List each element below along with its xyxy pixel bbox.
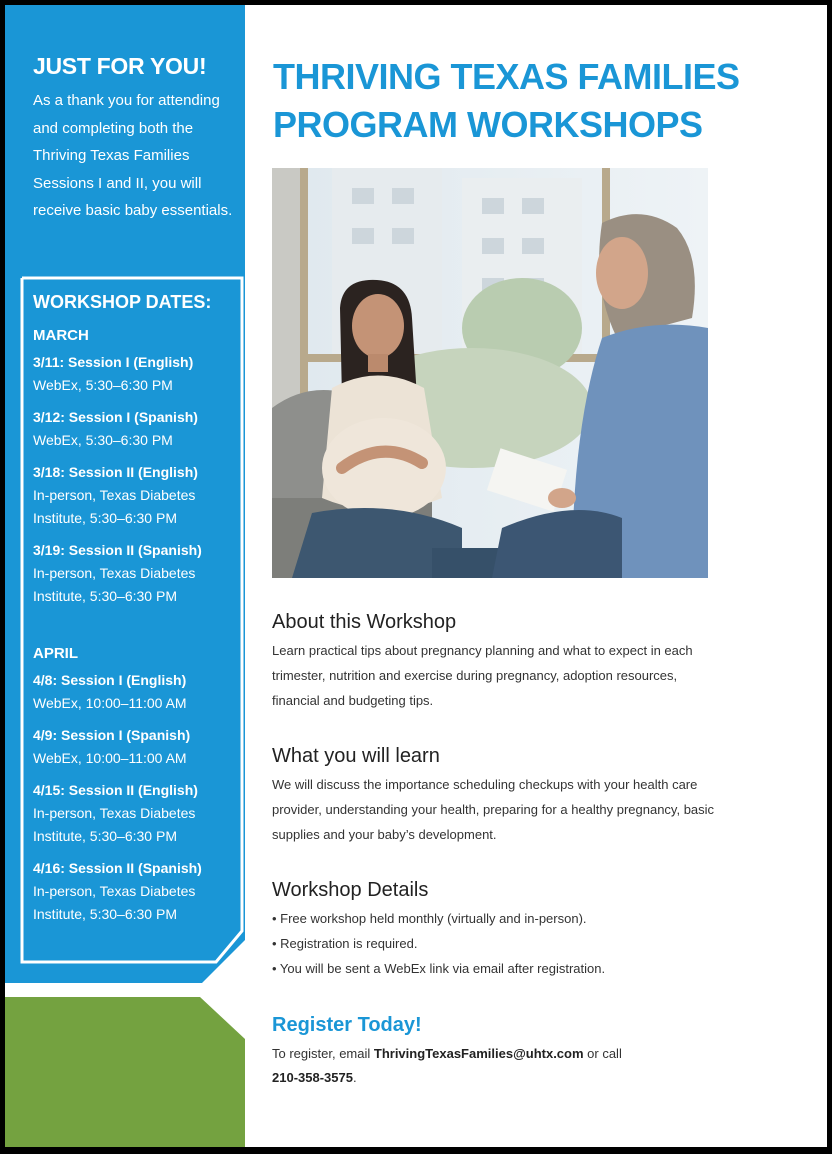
session-detail: In-person, Texas Diabetes Institute, 5:30–6:30 PM	[33, 487, 196, 526]
session-detail: WebEx, 10:00–11:00 AM	[33, 750, 187, 766]
session-detail: In-person, Texas Diabetes Institute, 5:30–6:30 PM	[33, 883, 196, 922]
session-title: 3/19: Session II (Spanish)	[33, 542, 202, 558]
page-title	[273, 53, 740, 149]
session-item	[33, 351, 229, 397]
register-text	[272, 1042, 692, 1090]
register-suffix: .	[352, 1070, 357, 1085]
about-text: Learn practical tips about pregnancy planning and what to expect in each trimester, nutrition and exercise during pregnancy, adoption resources, financial and budgeting tips.	[272, 643, 693, 708]
month-label: APRIL	[33, 645, 78, 662]
about-title: About this Workshop	[272, 611, 457, 633]
register-prefix: To register, email	[272, 1046, 374, 1061]
details-bullet: • Registration is required.	[272, 936, 418, 951]
page-title-line2: PROGRAM WORKSHOPS	[273, 104, 703, 145]
learn-title: What you will learn	[272, 745, 440, 767]
session-title: 4/15: Session II (English)	[33, 782, 198, 798]
session-item	[33, 857, 229, 926]
details-title: Workshop Details	[272, 879, 429, 901]
register-email-link[interactable]: ThrivingTexasFamilies@uhtx.com	[373, 1046, 584, 1061]
session-title: 4/16: Session II (Spanish)	[33, 860, 202, 876]
month-label: MARCH	[33, 327, 89, 344]
session-title: 3/12: Session I (Spanish)	[33, 409, 198, 425]
session-item	[33, 406, 229, 452]
session-title: 3/11: Session I (English)	[33, 354, 194, 370]
register-title: Register Today!	[272, 1014, 422, 1036]
session-detail: WebEx, 5:30–6:30 PM	[33, 432, 173, 448]
register-middle: or call	[583, 1046, 622, 1061]
flyer-page	[5, 5, 827, 1147]
session-title: 3/18: Session II (English)	[33, 464, 198, 480]
session-title: 4/9: Session I (Spanish)	[33, 727, 191, 743]
consultation-illustration	[272, 168, 708, 578]
session-item	[33, 461, 229, 530]
session-item	[33, 779, 229, 848]
session-item	[33, 539, 229, 608]
just-for-you-title: JUST FOR YOU!	[33, 53, 207, 79]
page-title-line1: THRIVING TEXAS FAMILIES	[273, 56, 740, 97]
details-bullet: • Free workshop held monthly (virtually and in-person).	[272, 911, 587, 926]
session-title: 4/8: Session I (English)	[33, 672, 187, 688]
session-detail: In-person, Texas Diabetes Institute, 5:30–6:30 PM	[33, 565, 196, 604]
workshop-dates	[33, 292, 229, 935]
session-detail: WebEx, 10:00–11:00 AM	[33, 695, 187, 711]
session-detail: WebEx, 5:30–6:30 PM	[33, 377, 173, 393]
register-phone[interactable]: 210-358-3575	[272, 1070, 353, 1085]
learn-text: We will discuss the importance scheduling checkups with your health care provider, understanding your health, preparing for a healthy pregnancy, basic supplies and your baby’s development.	[272, 777, 715, 842]
details-list	[272, 906, 722, 981]
details-bullet: • You will be sent a WebEx link via email after registration.	[272, 961, 606, 976]
session-detail: In-person, Texas Diabetes Institute, 5:30–6:30 PM	[33, 805, 196, 844]
workshop-dates-heading: WORKSHOP DATES:	[33, 292, 212, 312]
session-item	[33, 669, 229, 715]
session-item	[33, 724, 229, 770]
thank-you-text: As a thank you for attending and completing both the Thriving Texas Families Sessions I and II, you will receive basic baby essentials.	[33, 92, 233, 219]
sidebar-green-panel	[5, 997, 245, 1147]
consultation-photo	[272, 168, 708, 578]
